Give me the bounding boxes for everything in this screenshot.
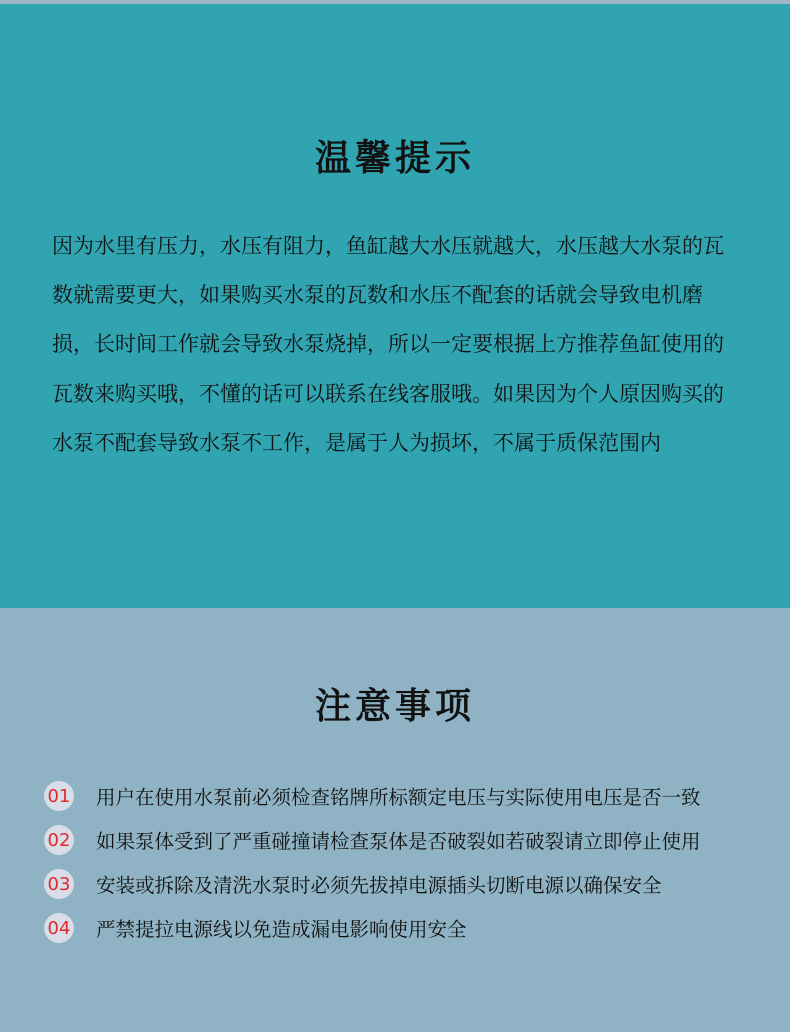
note-text: 严禁提拉电源线以免造成漏电影响使用安全 xyxy=(96,918,467,941)
notes-title: 注意事项 xyxy=(314,686,475,727)
note-number-badge: 04 xyxy=(44,913,74,943)
note-text: 如果泵体受到了严重碰撞请检查泵体是否破裂如若破裂请立即停止使用 xyxy=(96,830,701,853)
notes-section xyxy=(0,608,790,1032)
tips-body-text: 因为水里有压力，水压有阻力，鱼缸越大水压就越大，水压越大水泵的瓦数就需要更大，如果购买水泵的瓦数和水压不配套的话就会导致电机磨损，长时间工作就会导致水泵烧掉，所以一定要根据上方推荐鱼缸使用的瓦数来购买哦，不懂的话可以联系在线客服哦。如果因为个人原因购买的水泵不配套导致水泵不工作，是属于人为损坏，不属于质保范围内 xyxy=(52,234,724,455)
note-number-badge: 03 xyxy=(44,869,74,899)
tips-section xyxy=(0,4,790,608)
note-item-04 xyxy=(44,912,467,944)
note-number-badge: 02 xyxy=(44,825,74,855)
note-item-03 xyxy=(44,868,662,900)
note-item-01 xyxy=(44,780,701,812)
tips-title: 温馨提示 xyxy=(314,138,475,179)
note-number-badge: 01 xyxy=(44,781,74,811)
note-text: 用户在使用水泵前必须检查铭牌所标额定电压与实际使用电压是否一致 xyxy=(96,786,701,809)
note-item-02 xyxy=(44,824,701,856)
note-text: 安装或拆除及清洗水泵时必须先拔掉电源插头切断电源以确保安全 xyxy=(96,874,662,897)
